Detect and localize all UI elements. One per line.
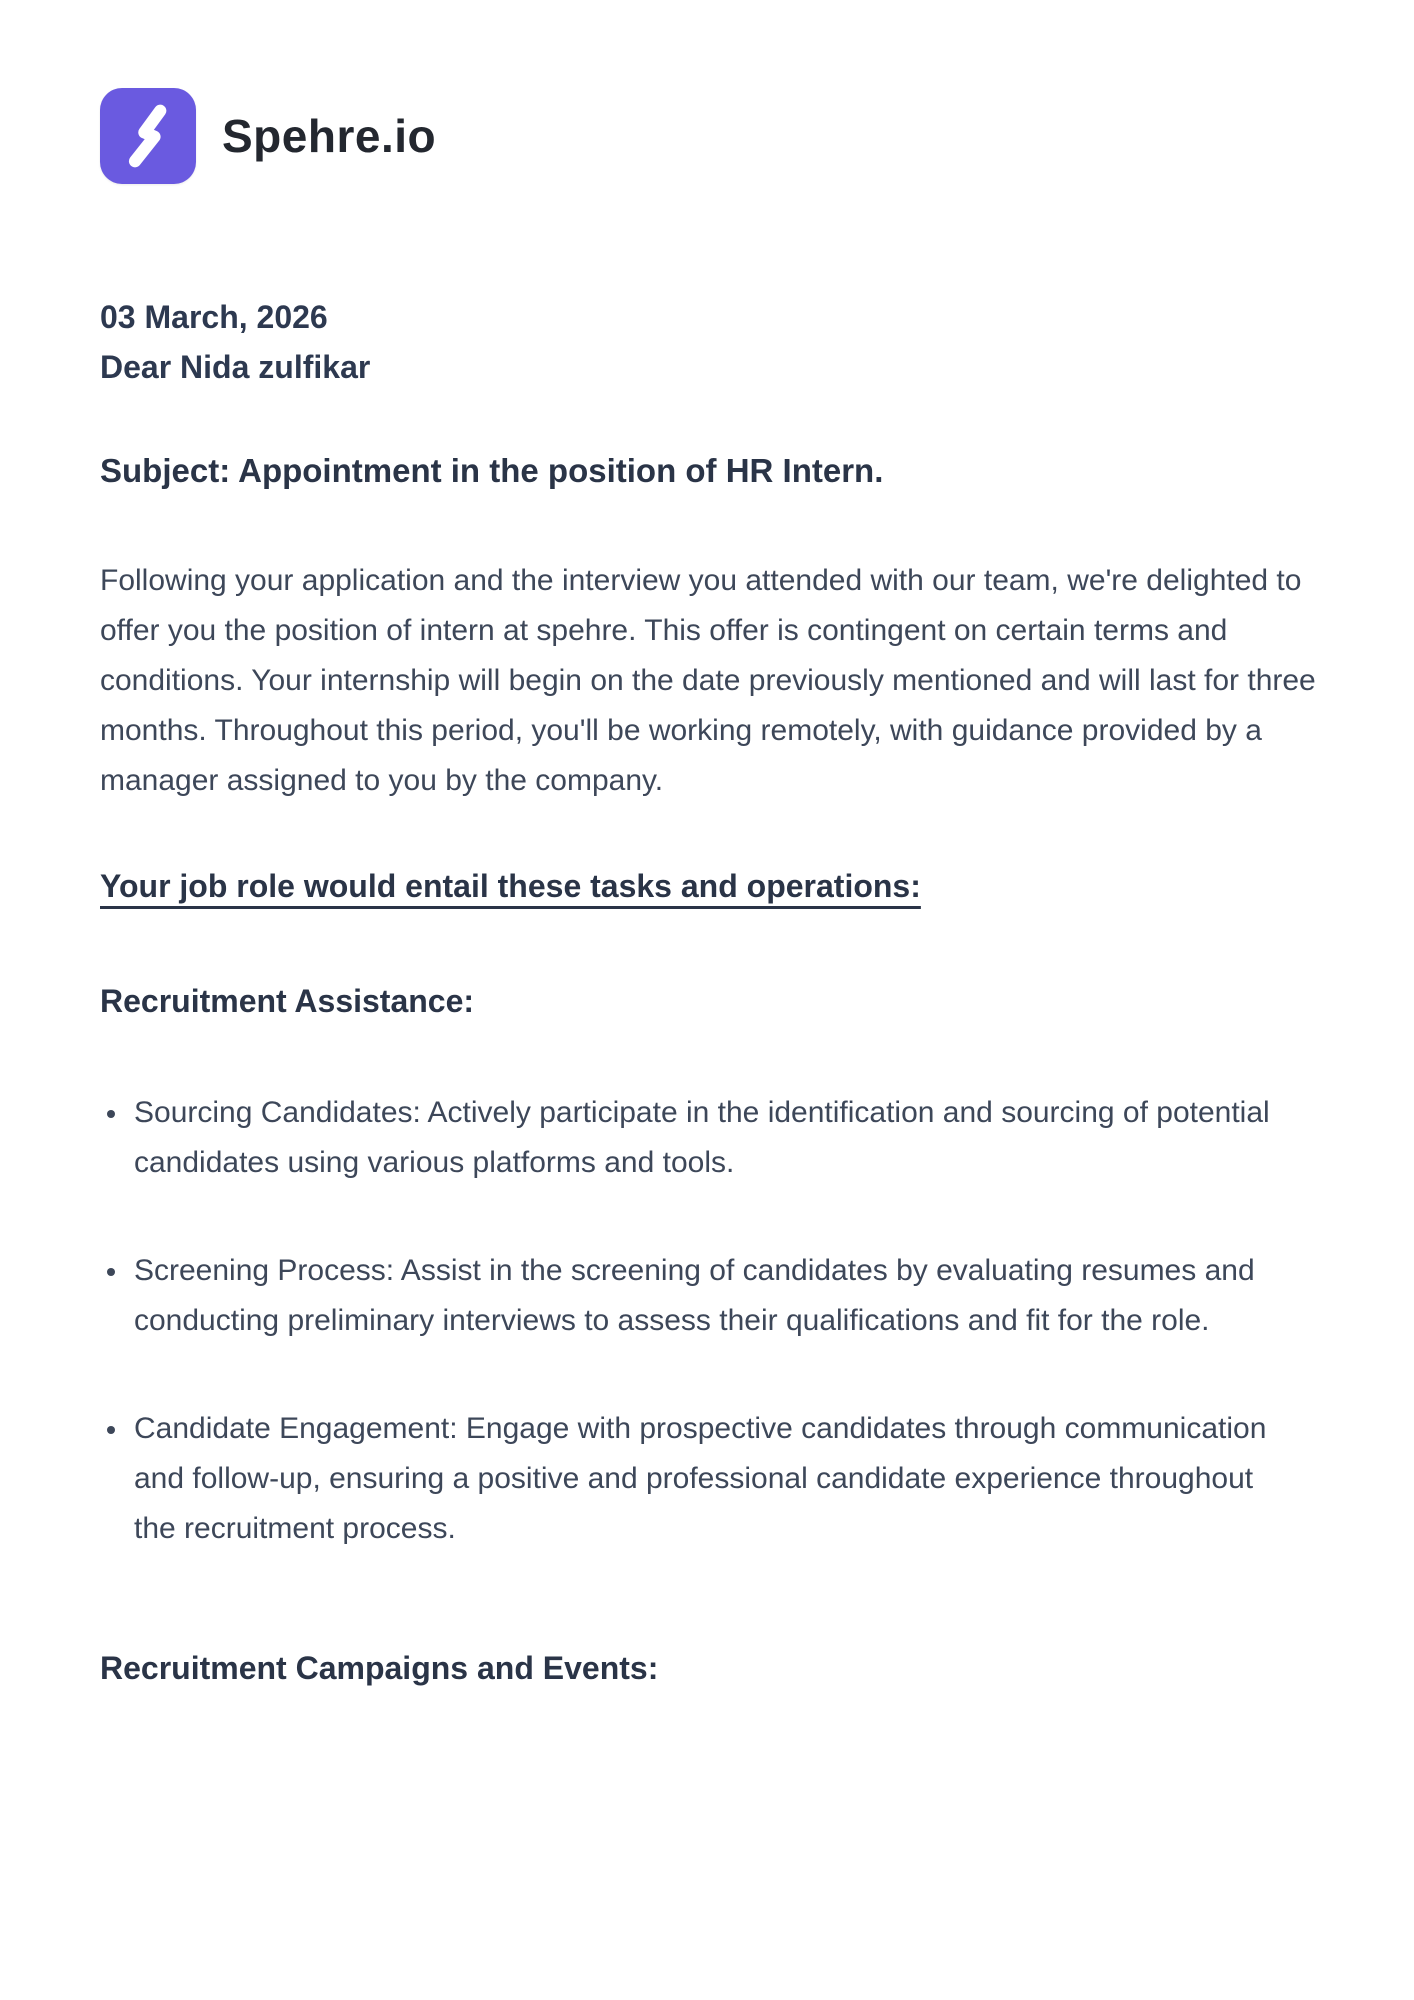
intro-paragraph: Following your application and the interview you attended with our team, we're delighted to offer you the position of intern at spehre. This offer is contingent on certain terms and conditions. Your internship will begin on the date previously mentioned and will last for three months. Throughout this period, you'll be working remotely, with guidance provided by a manager assigned to you by the company.: [100, 564, 1316, 797]
letter-header: [100, 292, 1320, 392]
bolt-s-icon: [112, 100, 184, 172]
section-title-recruitment-campaigns: Recruitment Campaigns and Events:: [100, 1650, 659, 1686]
recruitment-assistance-list: [100, 1088, 1290, 1554]
tasks-heading: Your job role would entail these tasks and operations:: [100, 868, 921, 904]
subject-line: Subject: Appointment in the position of HR Intern.: [100, 452, 884, 489]
spehre-logo: [100, 88, 196, 184]
brand-header: [100, 88, 1320, 184]
section-title-recruitment-assistance: Recruitment Assistance:: [100, 983, 475, 1019]
bullet-candidate-engagement: • Candidate Engagement: Engage with prospective candidates through communication and follow-up, ensuring a positive and professional candidate experience throughout the recruitment process.: [130, 1404, 1290, 1554]
letter-greeting: Dear Nida zulfikar: [100, 349, 371, 385]
bullet-screening-process: • Screening Process: Assist in the screening of candidates by evaluating resumes and conducting preliminary interviews to assess their qualifications and fit for the role.: [130, 1246, 1290, 1346]
brand-name: Spehre.io: [222, 110, 437, 162]
bullet-sourcing-candidates: • Sourcing Candidates: Actively participate in the identification and sourcing of potential candidates using various platforms and tools.: [130, 1088, 1290, 1188]
letter-date: 03 March, 2026: [100, 299, 328, 335]
